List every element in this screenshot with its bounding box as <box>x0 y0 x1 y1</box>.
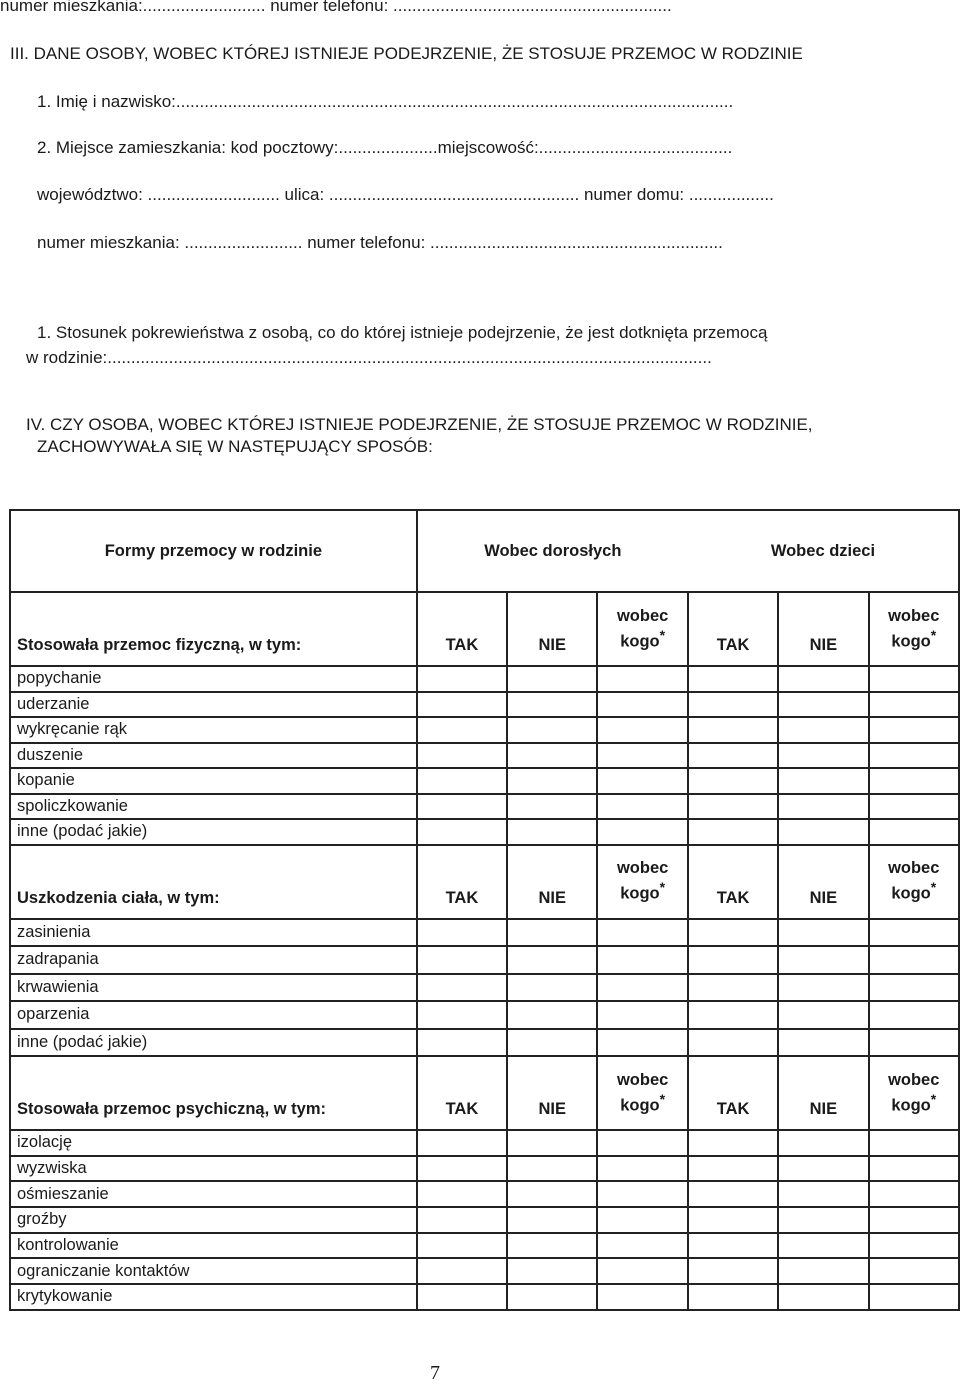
violence-form-label: oparzenia <box>10 1001 417 1029</box>
table-row <box>10 1029 959 1057</box>
table-row <box>10 974 959 1002</box>
table-row <box>10 692 959 718</box>
table-row <box>10 717 959 743</box>
adults-wobec-kogo-cell[interactable] <box>597 974 687 1002</box>
apartment-phone-line-top: numer mieszkania:.......................... numer telefonu: ........................................................... <box>0 0 672 15</box>
children-nie-cell[interactable] <box>778 1284 868 1310</box>
children-nie-label: NIE <box>778 1056 868 1130</box>
adults-nie-cell[interactable] <box>507 1029 597 1057</box>
children-tak-cell[interactable] <box>688 819 778 845</box>
adults-wobec-kogo-cell[interactable] <box>597 1233 687 1259</box>
children-nie-cell[interactable] <box>778 1156 868 1182</box>
children-wobec-kogo-cell[interactable] <box>869 768 960 794</box>
adults-tak-cell[interactable] <box>417 1284 507 1310</box>
adults-tak-cell[interactable] <box>417 1029 507 1057</box>
adults-nie-cell[interactable] <box>507 974 597 1002</box>
children-tak-cell[interactable] <box>688 794 778 820</box>
table-row <box>10 1258 959 1284</box>
adults-wobec-kogo-label <box>597 845 687 919</box>
violence-form-label: spoliczkowanie <box>10 794 417 820</box>
violence-form-label: inne (podać jakie) <box>10 1029 417 1057</box>
adults-wobec-kogo-cell[interactable] <box>597 919 687 947</box>
violence-form-label: groźby <box>10 1207 417 1233</box>
section-4-heading-line-1: IV. CZY OSOBA, WOBEC KTÓREJ ISTNIEJE PODEJRZENIE, ŻE STOSUJE PRZEMOC W RODZINIE, <box>26 415 813 434</box>
children-wobec-kogo-cell[interactable] <box>869 1130 960 1156</box>
adults-wobec-kogo-cell[interactable] <box>597 743 687 769</box>
adults-wobec-kogo-cell[interactable] <box>597 1156 687 1182</box>
children-nie-cell[interactable] <box>778 819 868 845</box>
children-tak-cell[interactable] <box>688 1181 778 1207</box>
children-nie-cell[interactable] <box>778 1001 868 1029</box>
children-wobec-kogo-cell[interactable] <box>869 666 960 692</box>
children-tak-cell[interactable] <box>688 1258 778 1284</box>
adults-tak-label: TAK <box>417 1056 507 1130</box>
children-nie-label: NIE <box>778 845 868 919</box>
violence-form-label: wyzwiska <box>10 1156 417 1182</box>
violence-form-label: kontrolowanie <box>10 1233 417 1259</box>
adults-wobec-kogo-cell[interactable] <box>597 1284 687 1310</box>
wobec-label: wobec <box>616 606 669 625</box>
adults-tak-cell[interactable] <box>417 666 507 692</box>
children-tak-cell[interactable] <box>688 768 778 794</box>
children-nie-cell[interactable] <box>778 1181 868 1207</box>
adults-tak-cell[interactable] <box>417 794 507 820</box>
children-nie-cell[interactable] <box>778 974 868 1002</box>
children-tak-label: TAK <box>688 1056 778 1130</box>
province-street-line: województwo: ............................ ulica: ..................................................... numer domu: .................. <box>37 185 774 204</box>
adults-wobec-kogo-cell[interactable] <box>597 692 687 718</box>
children-tak-label: TAK <box>688 845 778 919</box>
adults-tak-cell[interactable] <box>417 819 507 845</box>
adults-tak-label: TAK <box>417 592 507 666</box>
adults-wobec-kogo-cell[interactable] <box>597 819 687 845</box>
table-row <box>10 1001 959 1029</box>
adults-nie-cell[interactable] <box>507 946 597 974</box>
adults-nie-cell[interactable] <box>507 794 597 820</box>
wobec-label: wobec <box>616 859 669 878</box>
table-row <box>10 743 959 769</box>
children-wobec-kogo-cell[interactable] <box>869 1258 960 1284</box>
asterisk-mark: * <box>659 879 666 896</box>
children-nie-cell[interactable] <box>778 1207 868 1233</box>
table-row <box>10 819 959 845</box>
children-tak-cell[interactable] <box>688 1207 778 1233</box>
table-header-row <box>10 510 959 592</box>
adults-tak-cell[interactable] <box>417 1181 507 1207</box>
adults-wobec-kogo-cell[interactable] <box>597 1001 687 1029</box>
adults-nie-cell[interactable] <box>507 1156 597 1182</box>
relation-line-2: w rodzinie:................................................................................................................................ <box>26 348 712 367</box>
children-nie-cell[interactable] <box>778 1233 868 1259</box>
children-wobec-kogo-cell[interactable] <box>869 1284 960 1310</box>
adults-tak-cell[interactable] <box>417 717 507 743</box>
table-row <box>10 1130 959 1156</box>
kogo-label: kogo <box>891 1096 931 1115</box>
table-row <box>10 768 959 794</box>
violence-form-label: popychanie <box>10 666 417 692</box>
children-wobec-kogo-label <box>869 592 960 666</box>
table-row <box>10 1156 959 1182</box>
children-wobec-kogo-cell[interactable] <box>869 1001 960 1029</box>
children-wobec-kogo-cell[interactable] <box>869 692 960 718</box>
children-nie-label: NIE <box>778 592 868 666</box>
section-3-heading: III. DANE OSOBY, WOBEC KTÓREJ ISTNIEJE PODEJRZENIE, ŻE STOSUJE PRZEMOC W RODZINIE <box>10 44 803 63</box>
adults-tak-cell[interactable] <box>417 919 507 947</box>
section-header-row <box>10 845 959 919</box>
children-nie-cell[interactable] <box>778 692 868 718</box>
children-nie-cell[interactable] <box>778 743 868 769</box>
adults-wobec-kogo-cell[interactable] <box>597 1029 687 1057</box>
adults-tak-cell[interactable] <box>417 1156 507 1182</box>
children-tak-cell[interactable] <box>688 919 778 947</box>
adults-wobec-kogo-label <box>597 1056 687 1130</box>
kogo-label: kogo <box>620 884 660 903</box>
adults-wobec-kogo-cell[interactable] <box>597 717 687 743</box>
adults-nie-cell[interactable] <box>507 666 597 692</box>
violence-forms-table <box>9 509 960 1311</box>
violence-form-label: izolację <box>10 1130 417 1156</box>
asterisk-mark: * <box>659 1090 666 1107</box>
adults-nie-cell[interactable] <box>507 1001 597 1029</box>
children-nie-cell[interactable] <box>778 946 868 974</box>
asterisk-mark: * <box>659 626 666 643</box>
adults-nie-cell[interactable] <box>507 819 597 845</box>
children-tak-label: TAK <box>688 592 778 666</box>
children-wobec-kogo-cell[interactable] <box>869 1207 960 1233</box>
children-wobec-kogo-cell[interactable] <box>869 919 960 947</box>
violence-form-label: zadrapania <box>10 946 417 974</box>
adults-nie-cell[interactable] <box>507 1284 597 1310</box>
children-tak-cell[interactable] <box>688 1284 778 1310</box>
adults-wobec-kogo-cell[interactable] <box>597 794 687 820</box>
wobec-label: wobec <box>888 606 940 625</box>
children-nie-cell[interactable] <box>778 1130 868 1156</box>
adults-nie-cell[interactable] <box>507 717 597 743</box>
children-tak-cell[interactable] <box>688 974 778 1002</box>
header-adults: Wobec dorosłych <box>417 510 688 592</box>
table-row <box>10 1284 959 1310</box>
table-row <box>10 919 959 947</box>
children-tak-cell[interactable] <box>688 1156 778 1182</box>
adults-nie-label: NIE <box>507 845 597 919</box>
adults-tak-cell[interactable] <box>417 743 507 769</box>
adults-tak-label: TAK <box>417 845 507 919</box>
adults-nie-label: NIE <box>507 1056 597 1130</box>
wobec-label: wobec <box>888 1070 940 1089</box>
adults-nie-cell[interactable] <box>507 743 597 769</box>
violence-form-label: ograniczanie kontaktów <box>10 1258 417 1284</box>
wobec-label: wobec <box>616 1070 669 1089</box>
address-field-line: 2. Miejsce zamieszkania: kod pocztowy:.....................miejscowość:......................................... <box>37 138 733 157</box>
asterisk-mark: * <box>930 1090 937 1107</box>
violence-form-label: kopanie <box>10 768 417 794</box>
header-children: Wobec dzieci <box>688 510 959 592</box>
adults-nie-cell[interactable] <box>507 1258 597 1284</box>
violence-form-label: krytykowanie <box>10 1284 417 1310</box>
children-tak-cell[interactable] <box>688 717 778 743</box>
adults-tak-cell[interactable] <box>417 1233 507 1259</box>
page-number: 7 <box>430 1362 440 1384</box>
section-header-row <box>10 1056 959 1130</box>
children-tak-cell[interactable] <box>688 1029 778 1057</box>
table-row <box>10 946 959 974</box>
adults-nie-cell[interactable] <box>507 1233 597 1259</box>
children-wobec-kogo-cell[interactable] <box>869 946 960 974</box>
adults-tak-cell[interactable] <box>417 946 507 974</box>
children-nie-cell[interactable] <box>778 768 868 794</box>
children-nie-cell[interactable] <box>778 1258 868 1284</box>
children-wobec-kogo-cell[interactable] <box>869 1181 960 1207</box>
kogo-label: kogo <box>620 632 660 651</box>
violence-form-label: duszenie <box>10 743 417 769</box>
section-title: Stosowała przemoc fizyczną, w tym: <box>10 592 417 666</box>
adults-wobec-kogo-cell[interactable] <box>597 1207 687 1233</box>
table-row <box>10 1181 959 1207</box>
children-wobec-kogo-cell[interactable] <box>869 1156 960 1182</box>
adults-tak-cell[interactable] <box>417 1207 507 1233</box>
section-4-heading-line-2: ZACHOWYWAŁA SIĘ W NASTĘPUJĄCY SPOSÓB: <box>37 437 433 456</box>
adults-wobec-kogo-cell[interactable] <box>597 666 687 692</box>
violence-form-label: krwawienia <box>10 974 417 1002</box>
violence-form-label: zasinienia <box>10 919 417 947</box>
adults-nie-cell[interactable] <box>507 919 597 947</box>
adults-tak-cell[interactable] <box>417 692 507 718</box>
name-field-line: 1. Imię i nazwisko:...................................................................................................................... <box>37 92 734 111</box>
children-tak-cell[interactable] <box>688 692 778 718</box>
adults-nie-cell[interactable] <box>507 1181 597 1207</box>
children-tak-cell[interactable] <box>688 1130 778 1156</box>
children-tak-cell[interactable] <box>688 946 778 974</box>
adults-wobec-kogo-cell[interactable] <box>597 1130 687 1156</box>
children-tak-cell[interactable] <box>688 1233 778 1259</box>
relation-line-1: 1. Stosunek pokrewieństwa z osobą, co do której istnieje podejrzenie, że jest dotknięta przemocą <box>37 323 768 342</box>
wobec-label: wobec <box>888 859 940 878</box>
children-nie-cell[interactable] <box>778 666 868 692</box>
adults-nie-cell[interactable] <box>507 692 597 718</box>
kogo-label: kogo <box>891 632 931 651</box>
adults-wobec-kogo-cell[interactable] <box>597 1258 687 1284</box>
header-forms: Formy przemocy w rodzinie <box>10 510 417 592</box>
children-wobec-kogo-label <box>869 845 960 919</box>
children-nie-cell[interactable] <box>778 919 868 947</box>
children-nie-cell[interactable] <box>778 794 868 820</box>
children-wobec-kogo-cell[interactable] <box>869 819 960 845</box>
violence-form-label: inne (podać jakie) <box>10 819 417 845</box>
table-row <box>10 794 959 820</box>
violence-form-label: ośmieszanie <box>10 1181 417 1207</box>
violence-form-label: uderzanie <box>10 692 417 718</box>
children-tak-cell[interactable] <box>688 1001 778 1029</box>
section-title: Uszkodzenia ciała, w tym: <box>10 845 417 919</box>
adults-nie-cell[interactable] <box>507 1207 597 1233</box>
children-wobec-kogo-cell[interactable] <box>869 717 960 743</box>
children-nie-cell[interactable] <box>778 1029 868 1057</box>
adults-wobec-kogo-cell[interactable] <box>597 946 687 974</box>
violence-form-label: wykręcanie rąk <box>10 717 417 743</box>
table-row <box>10 1233 959 1259</box>
children-tak-cell[interactable] <box>688 743 778 769</box>
children-nie-cell[interactable] <box>778 717 868 743</box>
adults-wobec-kogo-cell[interactable] <box>597 1181 687 1207</box>
children-wobec-kogo-cell[interactable] <box>869 794 960 820</box>
section-header-row <box>10 592 959 666</box>
children-tak-cell[interactable] <box>688 666 778 692</box>
children-wobec-kogo-cell[interactable] <box>869 974 960 1002</box>
adults-tak-cell[interactable] <box>417 974 507 1002</box>
adults-tak-cell[interactable] <box>417 768 507 794</box>
section-title: Stosowała przemoc psychiczną, w tym: <box>10 1056 417 1130</box>
children-wobec-kogo-label <box>869 1056 960 1130</box>
asterisk-mark: * <box>930 879 937 896</box>
adults-tak-cell[interactable] <box>417 1258 507 1284</box>
children-wobec-kogo-cell[interactable] <box>869 743 960 769</box>
table-row <box>10 1207 959 1233</box>
asterisk-mark: * <box>930 626 937 643</box>
adults-tak-cell[interactable] <box>417 1130 507 1156</box>
adults-tak-cell[interactable] <box>417 1001 507 1029</box>
adults-wobec-kogo-cell[interactable] <box>597 768 687 794</box>
children-wobec-kogo-cell[interactable] <box>869 1233 960 1259</box>
apartment-phone-line: numer mieszkania: ......................... numer telefonu: .............................................................. <box>37 233 723 252</box>
table-row <box>10 666 959 692</box>
kogo-label: kogo <box>620 1096 660 1115</box>
children-wobec-kogo-cell[interactable] <box>869 1029 960 1057</box>
adults-nie-cell[interactable] <box>507 1130 597 1156</box>
adults-wobec-kogo-label <box>597 592 687 666</box>
adults-nie-cell[interactable] <box>507 768 597 794</box>
adults-nie-label: NIE <box>507 592 597 666</box>
kogo-label: kogo <box>891 884 931 903</box>
